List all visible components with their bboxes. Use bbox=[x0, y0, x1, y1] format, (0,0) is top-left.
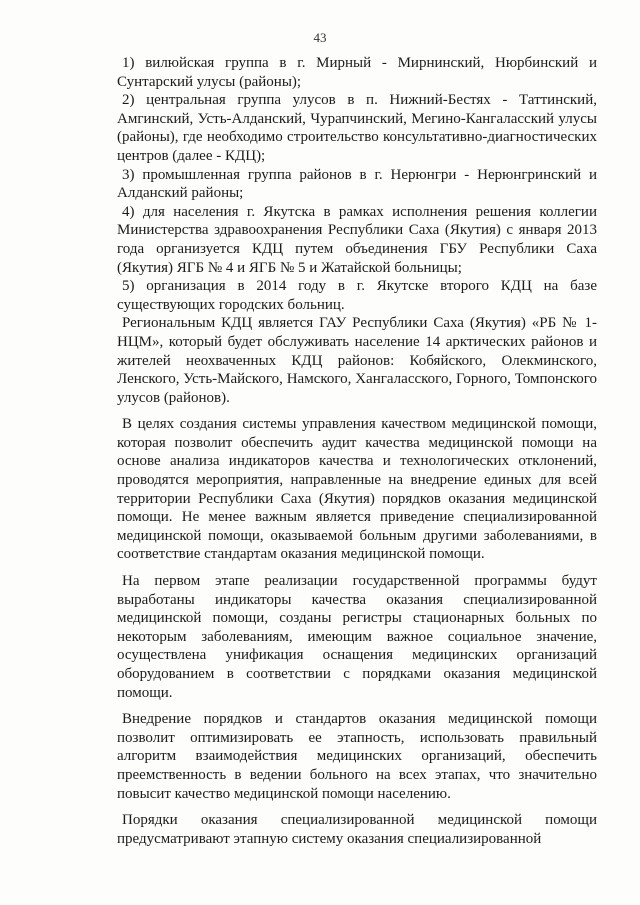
paragraph-procedures: Порядки оказания специализированной медицинской помощи предусматривают этапную систему оказания специализированной bbox=[117, 812, 597, 847]
list-item-2: 2) центральная группа улусов в п. Нижний-Бестях - Таттинский, Амгинский, Усть-Алданский, Чурапчинский, Мегино-Кангаласский улусы (районы), где необходимо строительство консультативно-диагностических центров (далее - КДЦ); bbox=[117, 92, 597, 164]
paragraph-quality-system: В целях создания системы управления качеством медицинской помощи, которая позволит обеспечить аудит качества медицинской помощи на основе анализа индикаторов качества и технологических отклонений, проводятся мероприятия, направленные на внедрение единых для всей территории Республики Саха (Якутия) порядков оказания медицинской помощи. Не менее важным является приведение специализированной медицинской помощи, оказываемой больным другими заболеваниями, в соответствие стандартам оказания медицинской помощи. bbox=[117, 416, 597, 563]
paragraph-standards: Внедрение порядков и стандартов оказания медицинской помощи позволит оптимизировать ее этапность, использовать правильный алгоритм взаимодействия медицинских организаций, обеспечить преемственность в ведении больного на всех этапах, что значительно повысит качество медицинской помощи населению. bbox=[117, 711, 597, 802]
page-number: 43 bbox=[313, 30, 327, 45]
document-body bbox=[117, 54, 597, 848]
list-item-3: 3) промышленная группа районов в г. Нерюнгри - Нерюнгринский и Алданский районы; bbox=[117, 166, 597, 202]
list-item-5: 5) организация в 2014 году в г. Якутске второго КДЦ на базе существующих городских больниц. bbox=[117, 278, 597, 313]
paragraph-first-stage: На первом этапе реализации государственной программы будут выработаны индикаторы качества оказания специализированной медицинской помощи, созданы регистры стационарных больных по некоторым заболеваниям, имеющим важное социальное значение, осуществлена унификация оснащения медицинских организаций оборудованием в соответствии с порядками оказания медицинской помощи. bbox=[117, 573, 597, 701]
paragraph-regional-kdc: Региональным КДЦ является ГАУ Республики Саха (Якутия) «РБ № 1-НЦМ», который будет обслуживать население 14 арктических районов и жителей неохваченных КДЦ районов: Кобяйского, Олекминского, Ленского, Усть-Майского, Намского, Хангаласского, Горного, Томпонского улусов (районов). bbox=[117, 315, 597, 406]
list-item-1: 1) вилюйская группа в г. Мирный - Мирнинский, Нюрбинский и Сунтарский улусы (районы); bbox=[117, 55, 597, 90]
list-item-4: 4) для населения г. Якутска в рамках исполнения решения коллегии Министерства здравоохранения Республики Саха (Якутия) с января 2013 года организуется КДЦ путем объединения ГБУ Республики Саха (Якутия) ЯГБ № 4 и ЯГБ № 5 и Жатайской больницы; bbox=[117, 203, 597, 276]
